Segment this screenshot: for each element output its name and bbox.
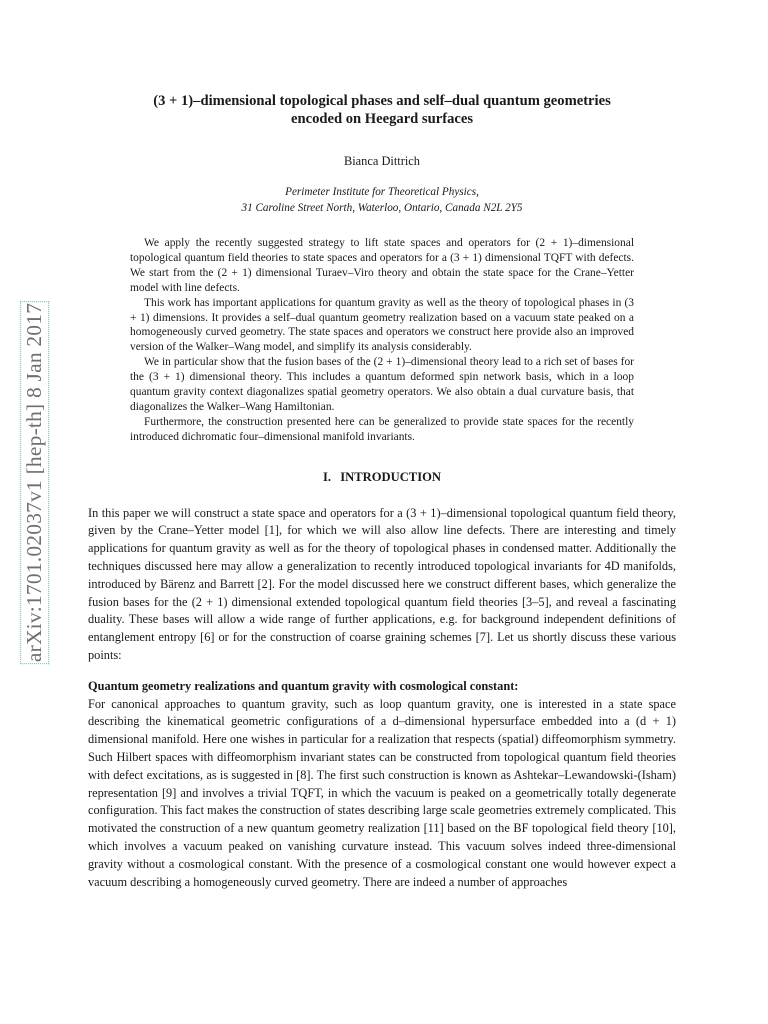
subsection-paragraph: For canonical approaches to quantum gravity, such as loop quantum gravity, one is interested in a state space describing the kinematical geometric configurations of a d–dimensional hypersurface embedded into a (d + 1) dimensional manifold. Here one wishes in particular for a realization that respects (spatial) diffeomorphism symmetry. Such Hilbert spaces with diffeomorphism invariant states can be constructed from topological quantum field theories with defect excitations, as is suggested in [8]. The first such construction is known as Ashtekar–Lewandowski-(Isham) representation [9] and involves a trivial TQFT, in which the vacuum is peaked on a geometrically totally degenerate configuration. This fact makes the construction of states describing large scale geometries extremely complicated. This motivated the construction of a new quantum geometry realization [11] based on the BF topological field theory [10], which involves a vacuum peaked on vanishing curvature instead. This vacuum solves indeed three-dimensional gravity without a cosmological constant. With the presence of a cosmological constant one would however expect a vacuum describing a homogeneously curved geometry. There are indeed a number of approaches (88, 696, 676, 889)
affiliation-line-2: 31 Caroline Street North, Waterloo, Ontario, Canada N2L 2Y5 (241, 201, 523, 214)
section-number: I. (323, 469, 332, 484)
abstract-paragraph-2: This work has important applications for quantum gravity as well as the theory of topological phases in (3 + 1) dimensions. It provides a self–dual quantum geometry realization based on a vacuum state peaked on a homogeneously curved geometry. The state spaces and operators we construct here provide also an improved version of the Walker–Wang model, and simplify its analysis considerably. (130, 296, 634, 354)
introduction-paragraph: In this paper we will construct a state space and operators for a (3 + 1)–dimensional topological quantum field theory, given by the Crane–Yetter model [1], for which we will also allow line defects. There are interesting and timely applications for quantum gravity as well as for the theory of topological phases in condensed matter. Additionally the techniques discussed here may allow a generalization to recently introduced topological invariants for 4D manifolds, introduced by Bärenz and Barrett [2]. For the model discussed here we construct different bases, which generalize the fusion bases for the (2 + 1) dimensional extended topological quantum field theories [3–5], and reveal a fascinating duality. These bases will allow a wide range of further applications, e.g. for background independent definitions of entanglement entropy [6] or for the construction of coarse graining schemes [7]. Let us shortly discuss these various points: (88, 505, 676, 663)
section-title: INTRODUCTION (340, 469, 441, 484)
affiliation-line-1: Perimeter Institute for Theoretical Physics, (285, 186, 479, 198)
subsection-heading: Quantum geometry realizations and quantum gravity with cosmological constant: (88, 678, 519, 693)
abstract-paragraph-4: Furthermore, the construction presented here can be generalized to provide state spaces for the recently introduced dichromatic four–dimensional manifold invariants. (130, 415, 634, 443)
arxiv-identifier-stamp[interactable] (20, 258, 50, 706)
abstract-paragraph-1: We apply the recently suggested strategy to lift state spaces and operators for (2 + 1)–dimensional topological quantum field theories to state spaces and operators for a (3 + 1) dimensional TQFT with defects. We start from the (2 + 1) dimensional Turaev–Viro theory and obtain the state space for the Crane–Yetter model with line defects. (130, 237, 634, 294)
author-name: Bianca Dittrich (343, 154, 421, 168)
arxiv-identifier-text[interactable]: arXiv:1701.02037v1 [hep-th] 8 Jan 2017 (22, 302, 47, 662)
author-affiliation (88, 185, 676, 216)
abstract-paragraph-3: We in particular show that the fusion bases of the (2 + 1)–dimensional theory lead to a rich set of bases for the (3 + 1) dimensional theory. This includes a quantum deformed spin network basis, which in a loop quantum gravity context diagonalizes spatial geometry operators. We also obtain a dual curvature basis, that diagonalizes the Walker–Wang Hamiltonian. (130, 356, 634, 413)
paper-title (88, 92, 676, 128)
abstract (130, 236, 634, 445)
title-line-1: (3 + 1)–dimensional topological phases and self–dual quantum geometries (153, 93, 611, 109)
paper-page (88, 92, 676, 891)
section-heading-introduction (88, 470, 676, 485)
title-line-2: encoded on Heegard surfaces (291, 111, 473, 127)
